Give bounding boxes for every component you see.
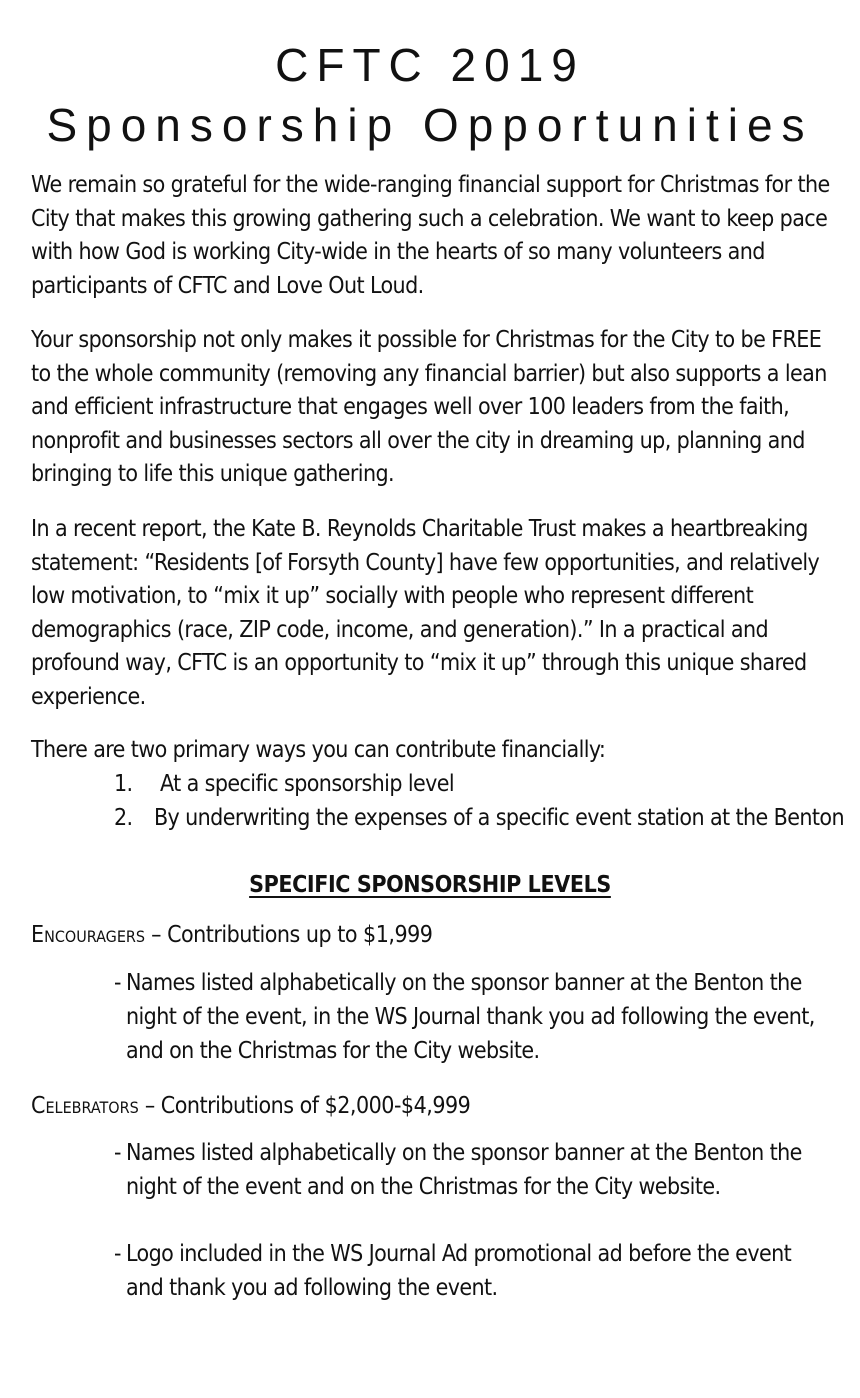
benefit-text: Names listed alphabetically on the sponsor banner at the Benton the night of the event, in the WS Journal thank you ad following the event, and on the Christmas for the City website.	[126, 970, 815, 1064]
list-item-text: At a specific sponsorship level	[160, 771, 455, 797]
sponsorship-paragraph: Your sponsorship not only makes it possible for Christmas for the City to be FREE to the whole community (removing any financial barrier) but also supports a lean and efficient infrastructure that engages well over 100 leaders from the faith, nonprofit and businesses sectors all over the city in dreaming up, planning and bringing to life this unique gathering.	[31, 327, 827, 487]
list-item-text: By underwriting the expenses of a specific event station at the Benton	[153, 805, 844, 831]
level-benefit	[114, 966, 834, 1068]
list-item	[114, 801, 844, 835]
level-encouragers	[31, 922, 432, 948]
bullet-dash: -	[114, 1140, 121, 1166]
section-heading	[0, 872, 860, 898]
contribute-paragraph: There are two primary ways you can contribute financially:	[31, 737, 606, 763]
report-paragraph: In a recent report, the Kate B. Reynolds Charitable Trust makes a heartbreaking statement: “Residents [of Forsyth County] have few opportunities, and relatively low motivation, to “mix it up” socially with people who represent different demographics (race, ZIP code, income, and generation).” In a practical and profound way, CFTC is an opportunity to “mix it up” through this unique shared experience.	[31, 516, 820, 710]
level-celebrators	[31, 1093, 470, 1119]
level-name: Encouragers	[31, 922, 146, 948]
benefit-text: Names listed alphabetically on the sponsor banner at the Benton the night of the event and on the Christmas for the City website.	[126, 1140, 802, 1200]
level-name: Celebrators	[31, 1093, 139, 1119]
contribution-ways-list	[114, 767, 844, 835]
benefit-text: Logo included in the WS Journal Ad promotional ad before the event and thank you ad following the event.	[126, 1241, 792, 1301]
level-description: – Contributions up to $1,999	[151, 922, 433, 948]
list-item-number: 2.	[114, 805, 133, 831]
list-item	[114, 767, 844, 801]
level-benefit	[114, 1136, 834, 1204]
intro-paragraph: We remain so grateful for the wide-ranging financial support for Christmas for the City that makes this growing gathering such a celebration. We want to keep pace with how God is working City-wide in the hearts of so many volunteers and participants of CFTC and Love Out Loud.	[31, 172, 830, 299]
list-item-number: 1.	[114, 771, 133, 797]
bullet-dash: -	[114, 1241, 121, 1267]
level-description: – Contributions of $2,000-$4,999	[144, 1093, 471, 1119]
document-title-line-1: CFTC 2019	[275, 39, 585, 91]
section-heading-text: SPECIFIC SPONSORSHIP LEVELS	[249, 872, 611, 898]
level-benefit	[114, 1237, 834, 1305]
document-title-line-2: Sponsorship Opportunities	[46, 99, 814, 151]
bullet-dash: -	[114, 970, 121, 996]
